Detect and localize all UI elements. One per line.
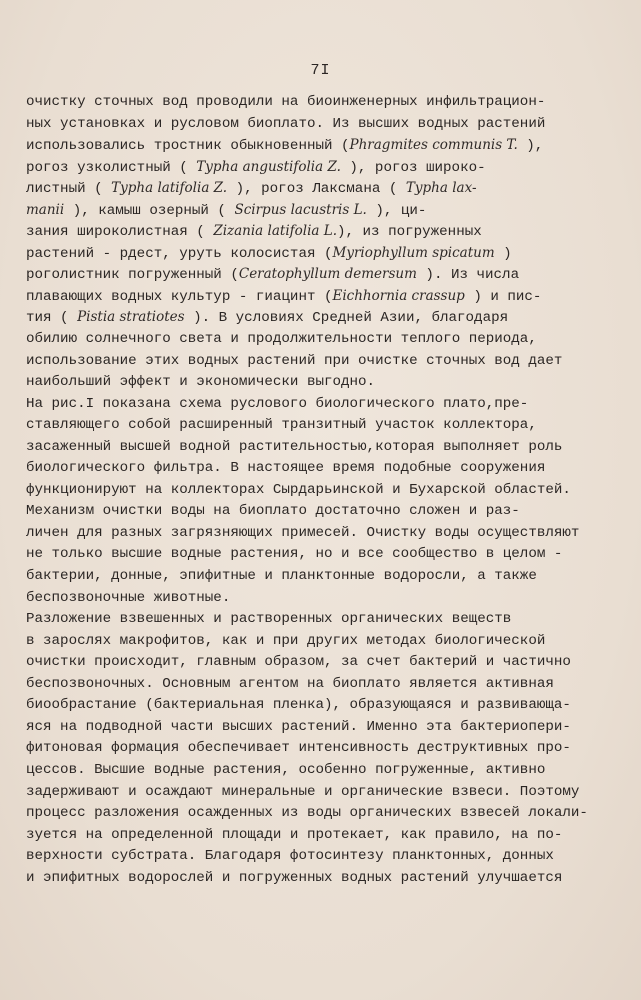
text-run: задерживают и осаждают минеральные и органические взвеси. Поэтому <box>26 783 580 800</box>
text-line <box>26 652 608 674</box>
text-run: процесс разложения осажденных из воды органических взвесей локали- <box>26 805 588 822</box>
text-run: Разложение взвешенных и растворенных органических веществ <box>26 611 512 628</box>
text-line <box>26 157 608 179</box>
text-line <box>26 286 608 308</box>
text-line <box>26 372 608 394</box>
text-run: наибольший эффект и экономически выгодно. <box>26 374 376 391</box>
text-run: не только высшие водные растения, но и все сообщество в целом - <box>26 546 563 563</box>
text-run: ). Из числа <box>416 267 520 284</box>
text-line <box>26 717 608 739</box>
page-number: 7I <box>310 62 331 79</box>
text-line <box>26 114 608 136</box>
latin-species-name: Typha lax- <box>405 180 477 197</box>
latin-species-name: Phragmites communis T. <box>349 137 518 154</box>
text-run: биообрастание (бактериальная пленка), образующаяся и развивающа- <box>26 697 571 714</box>
latin-species-name: Zizania latifolia L. <box>213 223 337 240</box>
text-line <box>26 631 608 653</box>
text-run: беспозвоночные животные. <box>26 589 231 606</box>
text-line <box>26 609 608 631</box>
text-run: тия ( <box>26 310 78 327</box>
text-line <box>26 480 608 502</box>
text-run: ), <box>517 138 544 155</box>
text-run: использовались тростник обыкновенный ( <box>26 138 350 155</box>
text-run: личен для разных загрязняющих примесей. Очистку воды осуществляют <box>26 524 580 541</box>
latin-species-name: Typha angustifolia Z. <box>196 158 341 175</box>
text-run: зуется на определенной площади и протекает, как правило, на по- <box>26 826 563 843</box>
text-line <box>26 674 608 696</box>
text-run: очистку сточных вод проводили на биоинженерных инфильтрацион- <box>26 94 546 110</box>
text-line <box>26 264 608 286</box>
text-run: ных установках и русловом биоплато. Из высших водных растений <box>26 115 546 132</box>
text-line <box>26 135 608 157</box>
latin-species-name: Pistia stratiotes <box>77 309 185 326</box>
text-run: растений - рдест, уруть колосистая ( <box>26 245 333 262</box>
text-run: ) <box>494 245 512 262</box>
text-line <box>26 846 608 868</box>
text-run: и эпифитных водорослей и погруженных водных растений улучшается <box>26 869 563 886</box>
text-run: ), камыш озерный ( <box>64 202 235 219</box>
text-line <box>26 544 608 566</box>
text-run: ), из погруженных <box>337 224 482 241</box>
text-line <box>26 868 608 890</box>
latin-species-name: Scirpus lacustris L. <box>234 201 367 218</box>
text-line <box>26 394 608 416</box>
latin-species-name: Ceratophyllum demersum <box>238 266 417 283</box>
text-run: обилию солнечного света и продолжительности теплого периода, <box>26 331 537 348</box>
text-line <box>26 92 608 114</box>
text-run: фитоновая формация обеспечивает интенсивность деструктивных про- <box>26 740 571 757</box>
text-line <box>26 351 608 373</box>
latin-species-name: Myriophyllum spicatum <box>332 244 495 261</box>
text-run: Механизм очистки воды на биоплато достаточно сложен и раз- <box>26 503 520 520</box>
text-run: зания широколистная ( <box>26 224 214 241</box>
text-run: рогоз узколистный ( <box>26 159 197 176</box>
text-line <box>26 458 608 480</box>
text-run: листный ( <box>26 181 112 198</box>
latin-species-name: Eichhornia crassup <box>332 287 465 304</box>
text-line <box>26 178 608 200</box>
text-line <box>26 523 608 545</box>
text-line <box>26 695 608 717</box>
latin-species-name: manii <box>26 201 65 218</box>
text-line <box>26 243 608 265</box>
text-line <box>26 566 608 588</box>
text-run: функционируют на коллекторах Сырдарьинской и Бухарской областей. <box>26 481 571 498</box>
text-run: ). В условиях Средней Азии, благодаря <box>184 310 509 327</box>
text-run: ), ци- <box>366 202 427 219</box>
text-run: засаженный высшей водной растительностью,которая выполняет роль <box>26 438 563 455</box>
text-line <box>26 221 608 243</box>
text-line <box>26 200 608 222</box>
text-line <box>26 501 608 523</box>
text-run: биологического фильтра. В настоящее время подобные сооружения <box>26 460 546 477</box>
text-run: яся на подводной части высших растений. Именно эта бактериопери- <box>26 718 571 735</box>
text-run: беспозвоночных. Основным агентом на биоплато является активная <box>26 675 554 692</box>
text-run: бактерии, донные, эпифитные и планктонные водоросли, а также <box>26 568 537 585</box>
text-line <box>26 588 608 610</box>
text-line <box>26 738 608 760</box>
latin-species-name: Typha latifolia Z. <box>111 180 228 197</box>
text-run: ), рогоз Лаксмана ( <box>227 181 406 198</box>
text-line <box>26 415 608 437</box>
text-run: плавающих водных культур - гиацинт ( <box>26 288 333 305</box>
text-run: использование этих водных растений при очистке сточных вод дает <box>26 352 563 369</box>
text-run: роголистник погруженный ( <box>26 267 239 284</box>
text-run: На рис.I показана схема руслового биологического плато,пре- <box>26 395 529 412</box>
text-run: верхности субстрата. Благодаря фотосинтезу планктонных, донных <box>26 848 554 865</box>
text-run: очистки происходит, главным образом, за счет бактерий и частично <box>26 654 571 671</box>
text-line <box>26 760 608 782</box>
text-line <box>26 329 608 351</box>
text-line <box>26 825 608 847</box>
body-text <box>26 92 608 889</box>
text-line <box>26 437 608 459</box>
text-run: в зарослях макрофитов, как и при других методах биологической <box>26 632 546 649</box>
text-line <box>26 803 608 825</box>
text-run: ), рогоз широко- <box>340 159 486 176</box>
text-run: цессов. Высшие водные растения, особенно погруженные, активно <box>26 761 546 778</box>
text-line <box>26 307 608 329</box>
text-line <box>26 782 608 804</box>
text-run: ) и пис- <box>464 288 542 305</box>
text-run: ставляющего собой расширенный транзитный участок коллектора, <box>26 417 537 434</box>
